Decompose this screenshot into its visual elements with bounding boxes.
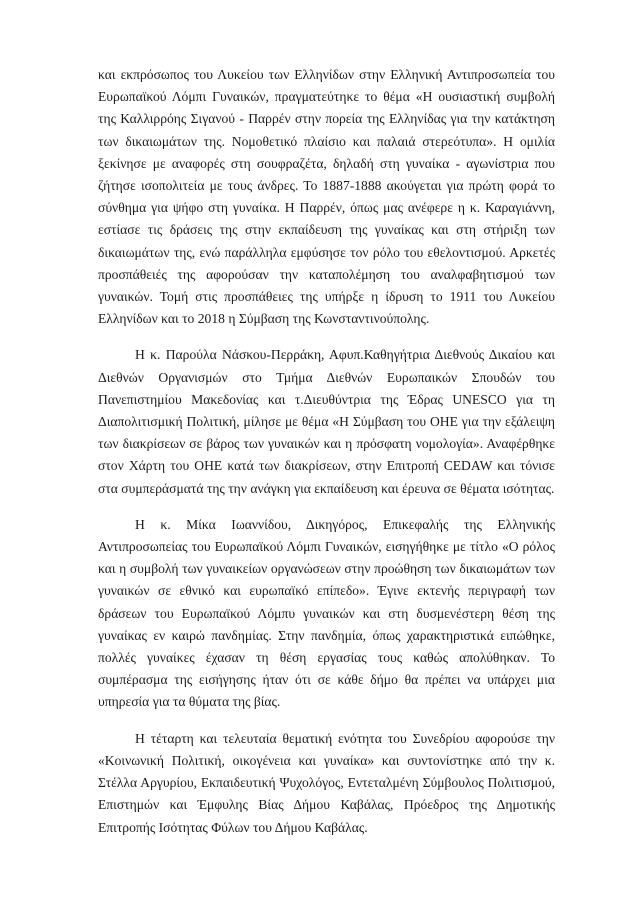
paragraph-continuation-parren: και εκπρόσωπος του Λυκείου των Ελληνίδων στην Ελληνική Αντιπροσωπεία του Ευρωπαϊκού Λόμπι Γυναικών, πραγματεύτηκε το θέμα «Η ουσιαστική συμβολή της Καλλιρρόης Σιγανού - Παρρέν στην πορεία της Ελληνίδας για την κατάκτηση των δικαιωμάτων της. Νομοθετικό πλαίσιο και παλαιά στερεότυπα». Η ομιλία ξεκίνησε με αναφορές στη σουφραζέτα, δηλαδή στη γυναίκα - αγωνίστρια που ζήτησε ισοπολιτεία με τους άνδρες. Το 1887-1888 ακούγεται για πρώτη φορά το σύνθημα για ψήφο στη γυναίκα. Η Παρρέν, όπως μας ανέφερε η κ. Καραγιάννη, εστίασε τις δράσεις της στην εκπαίδευση της γυναίκας και στη στήριξη των δικαιωμάτων της, ενώ παράλληλα εμφύσησε τον ρόλο του εθελοντισμού. Αρκετές προσπάθειές της αφορούσαν την καταπολέμηση του αναλφαβητισμού των γυναικών. Τομή στις προσπάθειες της υπήρξε η ίδρυση το 1911 του Λυκείου Ελληνίδων και το 2018 η Σύμβαση της Κωνσταντινούπολης. bbox=[98, 67, 555, 327]
document-page bbox=[98, 64, 555, 853]
paragraph-fourth-section: Η τέταρτη και τελευταία θεματική ενότητα του Συνεδρίου αφορούσε την «Κοινωνική Πολιτική, οικογένεια και γυναίκα» και συντονίστηκε από την κ. Στέλλα Αργυρίου, Εκπαιδευτική Ψυχολόγος, Εντεταλμένη Σύμβουλος Πολιτισμού, Επιστημών και Έμφυλης Βίας Δήμου Καβάλας, Πρόεδρος της Δημοτικής Επιτροπής Ισότητας Φύλων του Δήμου Καβάλας. bbox=[98, 730, 555, 835]
paragraph-ioannidou: Η κ. Μίκα Ιωαννίδου, Δικηγόρος, Επικεφαλής της Ελληνικής Αντιπροσωπείας του Ευρωπαϊκού Λόμπι Γυναικών, εισηγήθηκε με τίτλο «Ο ρόλος και η συμβολή των γυναικείων οργανώσεων στην προώθηση των δικαιωμάτων των γυναικών σε εθνικό και ευρωπαϊκό επίπεδο». Έγινε εκτενής περιγραφή των δράσεων του Ευρωπαϊκού Λόμπυ γυναικών και στη δυσμενέστερη θέση της γυναίκας εν καιρώ πανδημίας. Στην πανδημία, όπως χαρακτηριστικά ειπώθηκε, πολλές γυναίκες έχασαν τη θέση εργασίας τους καθώς απολύθηκαν. Το συμπέρασμα της εισήγησης ήταν ότι σε κάθε δήμο θα πρέπει να υπάρχει μια υπηρεσία για τα θύματα της βίας. bbox=[98, 516, 555, 710]
paragraph-naskou-perraki: Η κ. Παρούλα Νάσκου-Περράκη, Αφυπ.Καθηγήτρια Διεθνούς Δικαίου και Διεθνών Οργανισμών στο Τμήμα Διεθνών Ευρωπαικών Σπουδών του Πανεπιστημίου Μακεδονίας και τ.Διευθύντρια της Έδρας UNESCO για τη Διαπολιτισμική Πολιτική, μίλησε με θέμα «Η Σύμβαση του ΟΗΕ για την εξάλειψη των διακρίσεων σε βάρος των γυναικών και η πρόσφατη νομολογία». Αναφέρθηκε στον Χάρτη του ΟΗΕ κατά των διακρίσεων, στην Επιτροπή CEDAW και τόνισε στα συμπεράσματά της την ανάγκη για εκπαίδευση και έρευνα σε θέματα ισότητας. bbox=[98, 347, 555, 496]
